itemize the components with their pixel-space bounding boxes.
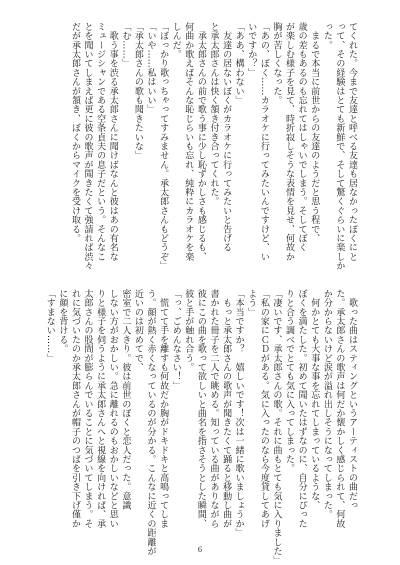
text-column: 「あの、ぼく……カラオケに行ってみたいんですけど、い — [258, 22, 269, 262]
text-column: もっと承太郎さんの歌声が聞きたくて踊ると移動し曲が — [221, 289, 232, 529]
lower-text-block — [44, 289, 358, 565]
text-column: 「私の家にＣＤがある。気に入ったのなら今度貸してあげ — [258, 289, 269, 529]
text-column: う。顔が熱く赤くなっているのが分かる。こんなに近くの距離が — [145, 289, 156, 556]
text-column: と承太郎さんは快く頷き付き合ってくれた。 — [208, 22, 219, 206]
text-column: 歳の差もあるのも忘れてはしゃいでしまう。そしてぼく — [296, 22, 307, 252]
text-column: 「っ、ごめんなさい！」 — [170, 289, 181, 391]
text-column: 彼と手が触れ合う。 — [183, 289, 194, 372]
text-column: 「凄いです、承太郎さんの歌。それに曲もとても気に入りました」 — [271, 289, 282, 565]
text-column: 書かれた冊子を二人で眺める。知っている曲がありながら — [208, 289, 219, 529]
text-column: 「ぼっかり歌っちゃってすみません。承太郎さんもどうぞ」 — [158, 22, 169, 271]
text-column: 歌う事を渋る承太郎さんに聞けばなんと彼はあの有名な — [107, 22, 118, 262]
text-column: 太郎さんの股間が膨らんでいることに気づいてしまう。そ — [82, 289, 93, 529]
text-column: 「本当ですか？ 嬉しいです！次は一緒に歌いましょうか」 — [233, 289, 244, 538]
text-column: りと合う調べでとても気に入ってしまった。 — [284, 289, 295, 473]
text-column: しない方がおかしい。急に離れるのもおかしいなどと思い — [107, 289, 118, 529]
text-column: に顔を背ける。 — [57, 289, 68, 354]
text-column: が楽しむ様子を見て、時折寂しそうな表情を見せ、何故か — [284, 22, 295, 262]
text-column: 慌てて手を離すも何故だか胸がドキドキと高鳴ってしま — [158, 289, 169, 529]
text-column: だが承太郎さんが頷き、ぼくからマイクを受け取る。 — [69, 22, 80, 243]
text-column: 「ああ、構わない」 — [233, 22, 244, 105]
text-column: りと様子を伺うように承太郎さんへと視線を向ければ、承 — [95, 289, 106, 529]
text-column: ぼくを満たした。初めて聞いたはずなのに、自分にぴった — [296, 289, 307, 529]
text-column: ミュージシャンである空条貞夫の息子だという。そんなこ — [95, 22, 106, 262]
text-column: 「いや……私はいい」 — [145, 22, 156, 114]
text-column: 承太郎さんの前で歌う事に少し恥ずかしさも感じるも、 — [195, 22, 206, 262]
page-number: 6 — [197, 546, 203, 554]
text-column: た。承太郎さんの歌声は何だか懐かしく感じられて、何故 — [334, 289, 345, 529]
text-column: 「む……」 — [120, 22, 131, 68]
text-column: 胸が苦しくなった。 — [271, 22, 282, 105]
text-column: 彼にこの曲を歌って欲しいと曲名を指さそうとした瞬間、 — [195, 289, 206, 529]
text-column: まるで本当に前世からの友達のようだと思う程で、 — [309, 22, 320, 243]
text-column: った。 — [321, 22, 332, 50]
text-column: 「すまない……」 — [44, 289, 55, 363]
text-column: 友達の居ないぼくがカラオケに行ってみたいと告げる — [221, 22, 232, 252]
text-column: よう」 — [246, 289, 257, 317]
text-column: 密室で二人きり。彼は前世のぼくと恋人だった。意識 — [120, 289, 131, 510]
text-column: 何かとても大事な事を忘れてしまっているような、 — [309, 289, 320, 510]
text-column: てくれた。今まで友達と呼べる友達も居なかったぼくにと — [347, 22, 357, 262]
text-column: れに気づいたのか承太郎さんが帽子のつばを引き下げ僅か — [69, 289, 80, 529]
text-column: とを聞いてしまえば更に彼の歌声が聞きたくて強請れば渋々 — [82, 22, 93, 271]
text-column: 歌った曲はスティングというアーティストの曲だっ — [347, 289, 357, 510]
text-column: しんだ。 — [170, 22, 181, 59]
upper-text-block — [52, 22, 358, 276]
text-column: いですか？」 — [246, 22, 257, 78]
text-column: 何曲か歌えばそんな恥じらいも忘れ、純粋にカラオケを楽 — [183, 22, 194, 262]
text-column: 近いのは初めてで、 — [132, 289, 143, 372]
text-column: か分からないけど涙が溢れ出しそうになってしまった。 — [321, 289, 332, 519]
text-column: って、その経験はとても新鮮で、そして驚くぐらいに楽しか — [334, 22, 345, 271]
text-column: 「承太郎さんの歌も聞きたいな」 — [132, 22, 143, 160]
